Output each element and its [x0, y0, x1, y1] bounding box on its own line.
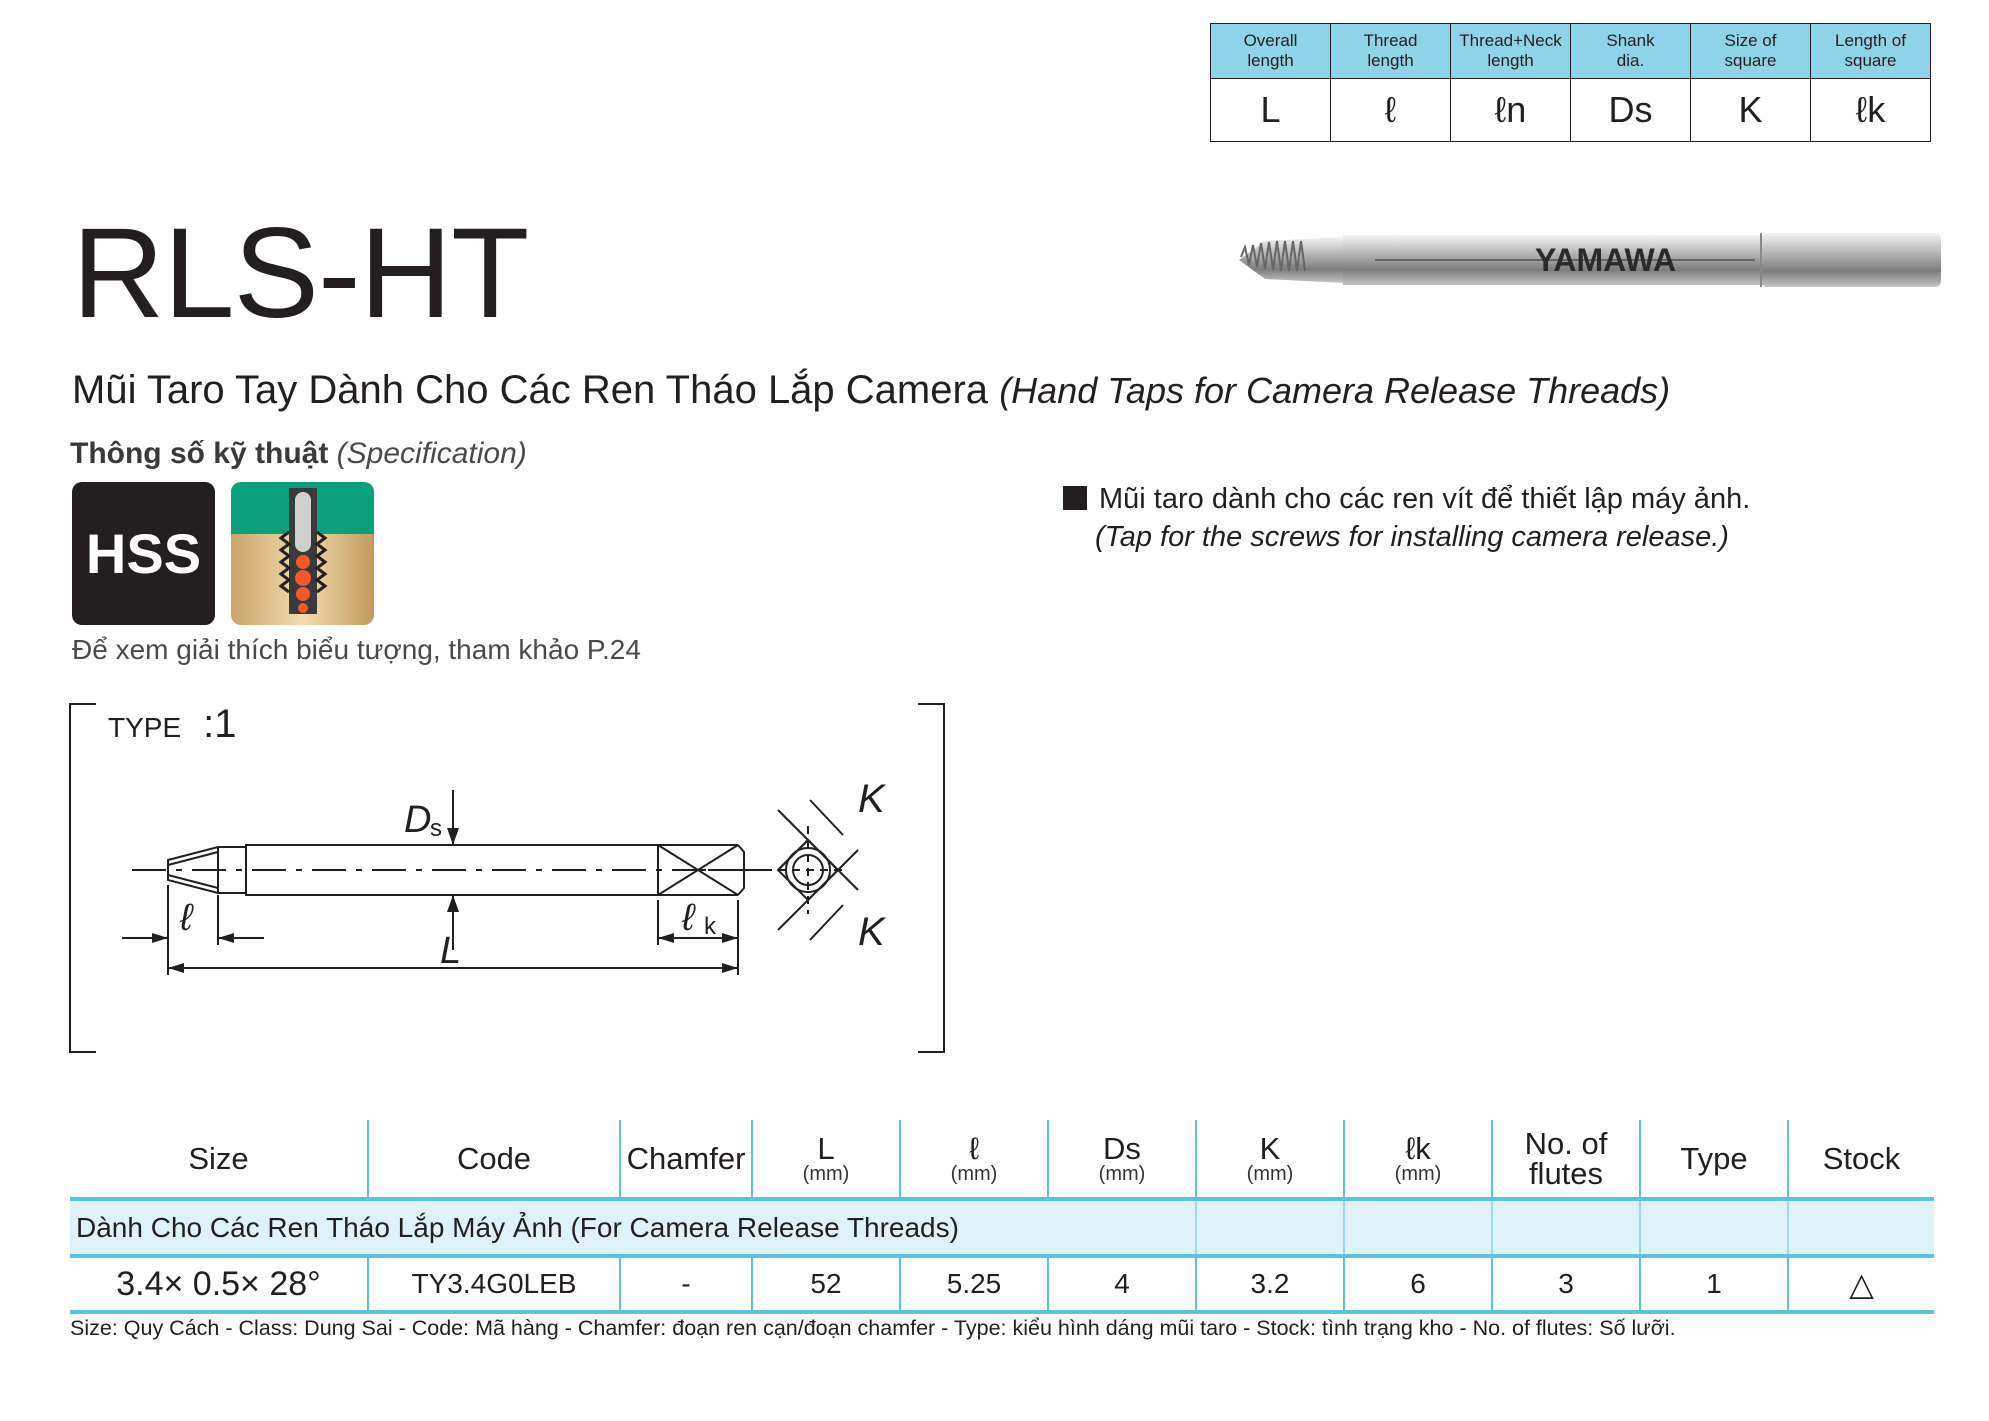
col-Ds: Ds (mm) [1048, 1120, 1196, 1199]
product-title: RLS-HT [72, 202, 529, 345]
legend-symbol-Ds: Ds [1571, 79, 1691, 142]
cell-stock: △ [1788, 1256, 1934, 1312]
col-code: Code [368, 1120, 620, 1199]
diagram-label-L: L [440, 930, 462, 972]
legend-symbol-l: ℓ [1331, 79, 1451, 142]
cell-size: 3.4× 0.5× 28° [70, 1256, 368, 1312]
table-group-row [70, 1199, 1934, 1256]
legend-header-shank-dia: Shank dia. [1571, 24, 1691, 79]
bullet-square-icon [1063, 486, 1087, 510]
diagram-label-K-top: K [858, 777, 885, 821]
cell-l: 5.25 [900, 1256, 1048, 1312]
feature-description [1063, 480, 1750, 556]
cell-Ds: 4 [1048, 1256, 1196, 1312]
legend-header-overall-length: Overall length [1211, 24, 1331, 79]
diagram-label-lk: ℓ [682, 897, 695, 939]
subtitle-en: (Hand Taps for Camera Release Threads) [999, 370, 1671, 411]
feature-en: (Tap for the screws for installing camera release.) [1095, 521, 1729, 553]
legend-symbol-L: L [1211, 79, 1331, 142]
legend-symbol-lk: ℓk [1811, 79, 1931, 142]
col-size: Size [188, 1140, 249, 1176]
hand-tap-application-icon [231, 482, 374, 625]
spec-heading-vi: Thông số kỹ thuật [70, 437, 329, 470]
col-type: Type [1640, 1120, 1788, 1199]
cell-K: 3.2 [1196, 1256, 1344, 1312]
hss-material-badge: HSS [72, 482, 215, 625]
product-subtitle [72, 366, 1670, 415]
diagram-label-Ds-sub: s [430, 815, 442, 842]
feature-vi: Mũi taro dành cho các ren vít để thiết lập máy ảnh. [1099, 483, 1751, 515]
col-flutes: No. of flutes [1492, 1120, 1640, 1199]
legend-header-length-of-square: Length of square [1811, 24, 1931, 79]
tap-dimension-diagram [68, 700, 958, 1060]
diagram-type-label: TYPE :1 [108, 702, 237, 746]
cell-flutes: 3 [1492, 1256, 1640, 1312]
cell-type: 1 [1640, 1256, 1788, 1312]
legend-header-size-of-square: Size of square [1691, 24, 1811, 79]
col-l: ℓ (mm) [900, 1120, 1048, 1199]
legend-symbol-K: K [1691, 79, 1811, 142]
col-lk: ℓk (mm) [1344, 1120, 1492, 1199]
diagram-label-K-bottom: K [858, 910, 885, 954]
cell-code: TY3.4G0LEB [368, 1256, 620, 1312]
legend-header-thread-neck-length: Thread+Neck length [1451, 24, 1571, 79]
legend-symbol-ln: ℓn [1451, 79, 1571, 142]
diagram-label-l: ℓ [180, 897, 193, 939]
product-brand-engraving: YAMAWA [1535, 242, 1677, 278]
col-K: K (mm) [1196, 1120, 1344, 1199]
cell-lk: 6 [1344, 1256, 1492, 1312]
col-chamfer: Chamfer [620, 1120, 752, 1199]
subtitle-vi: Mũi Taro Tay Dành Cho Các Ren Tháo Lắp Camera [72, 368, 989, 412]
spec-heading [70, 436, 527, 472]
col-stock: Stock [1788, 1120, 1934, 1199]
cell-L: 52 [752, 1256, 900, 1312]
group-label: Dành Cho Các Ren Tháo Lắp Máy Ảnh (For Camera Release Threads) [70, 1199, 1196, 1256]
table-header-row [70, 1120, 1934, 1199]
symbol-legend-table [1210, 23, 1931, 142]
tap-product-image [1235, 225, 1945, 295]
legend-header-thread-length: Thread length [1331, 24, 1451, 79]
diagram-label-lk-sub: k [704, 913, 716, 940]
col-L: L (mm) [752, 1120, 900, 1199]
spec-heading-en: (Specification) [336, 437, 527, 470]
specification-table [70, 1120, 1934, 1314]
cell-chamfer: - [620, 1256, 752, 1312]
diagram-label-Ds: D [404, 799, 432, 841]
icon-reference-note: Để xem giải thích biểu tượng, tham khảo P.24 [72, 634, 641, 665]
table-row [70, 1256, 1934, 1312]
abbreviation-footer: Size: Quy Cách - Class: Dung Sai - Code: Mã hàng - Chamfer: đoạn ren cạn/đoạn chamfer - Type: kiểu hình dáng mũi taro - Stock: tình trạng kho - No. of flutes: Số lưỡi. [70, 1316, 1676, 1340]
